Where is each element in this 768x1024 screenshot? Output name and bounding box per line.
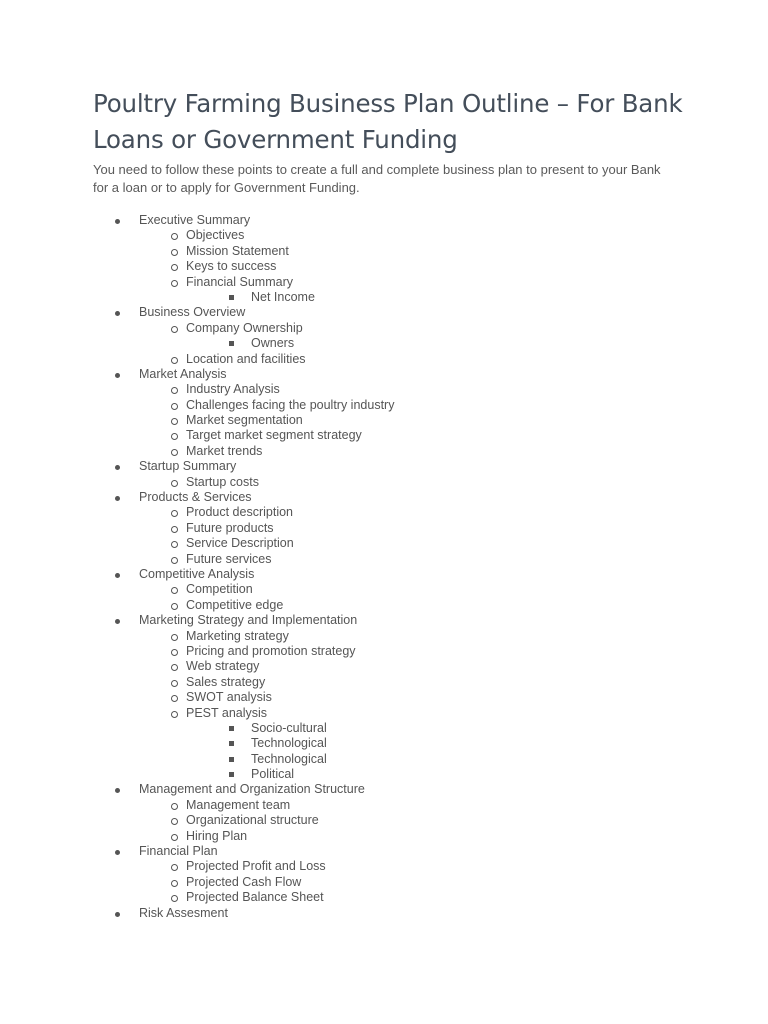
outline-item-label: Projected Balance Sheet (186, 890, 324, 905)
disc-bullet-icon (115, 619, 120, 624)
outline-item-level-2 (0, 352, 768, 367)
outline-item-label: Organizational structure (186, 813, 319, 828)
outline-item-level-2 (0, 428, 768, 443)
circle-bullet-icon (171, 387, 178, 394)
outline-item-label: Future services (186, 551, 272, 566)
outline-item-label: SWOT analysis (186, 690, 272, 705)
outline-item-label: Products & Services (139, 490, 252, 505)
outline-item-level-1 (0, 567, 768, 582)
outline-item-level-3 (0, 721, 768, 736)
outline-item-label: Competitive edge (186, 597, 284, 612)
disc-bullet-icon (115, 373, 120, 378)
outline-item-label: Sales strategy (186, 674, 266, 689)
outline-item-level-2 (0, 244, 768, 259)
outline-item-label: Mission Statement (186, 243, 289, 258)
intro-paragraph: You need to follow these points to create a full and complete business plan to present to your Bank for a loan or to apply for Government Funding. (93, 162, 661, 195)
outline-item-level-2 (0, 875, 768, 890)
outline-item-level-2 (0, 475, 768, 490)
outline-item-level-2 (0, 675, 768, 690)
outline-item-label: Company Ownership (186, 320, 303, 335)
circle-bullet-icon (171, 603, 178, 610)
circle-bullet-icon (171, 864, 178, 871)
outline-item-level-2 (0, 413, 768, 428)
outline-item-label: Market trends (186, 443, 263, 458)
circle-bullet-icon (171, 480, 178, 487)
outline-item-label: Risk Assesment (139, 905, 228, 920)
circle-bullet-icon (171, 264, 178, 271)
outline-item-label: Target market segment strategy (186, 428, 362, 443)
outline-item-label: Market segmentation (186, 413, 303, 428)
outline-item-label: Startup costs (186, 474, 259, 489)
outline-item-label: PEST analysis (186, 705, 268, 720)
outline-item-level-2 (0, 444, 768, 459)
circle-bullet-icon (171, 695, 178, 702)
circle-bullet-icon (171, 357, 178, 364)
outline-item-label: Future products (186, 520, 274, 535)
outline-item-label: Business Overview (139, 305, 246, 320)
disc-bullet-icon (115, 219, 120, 224)
outline-item-label: Challenges facing the poultry industry (186, 397, 395, 412)
outline-item-level-2 (0, 644, 768, 659)
outline-item-level-2 (0, 659, 768, 674)
outline-item-level-3 (0, 290, 768, 305)
outline-item-label: Keys to success (186, 259, 277, 274)
outline-item-level-2 (0, 259, 768, 274)
business-plan-outline (0, 213, 768, 921)
outline-item-label: Hiring Plan (186, 828, 248, 843)
page-title: Poultry Farming Business Plan Outline – For Bank Loans or Government Funding (93, 89, 683, 154)
outline-item-label: Financial Plan (139, 844, 218, 859)
outline-item-level-2 (0, 798, 768, 813)
disc-bullet-icon (115, 912, 120, 917)
outline-item-label: Technological (251, 751, 327, 766)
outline-item-level-1 (0, 459, 768, 474)
circle-bullet-icon (171, 895, 178, 902)
circle-bullet-icon (171, 880, 178, 887)
circle-bullet-icon (171, 449, 178, 456)
circle-bullet-icon (171, 249, 178, 256)
circle-bullet-icon (171, 649, 178, 656)
square-bullet-icon (229, 757, 234, 762)
square-bullet-icon (229, 341, 234, 346)
outline-item-level-2 (0, 521, 768, 536)
disc-bullet-icon (115, 465, 120, 470)
outline-item-level-2 (0, 629, 768, 644)
disc-bullet-icon (115, 496, 120, 501)
outline-item-label: Projected Profit and Loss (186, 859, 326, 874)
outline-item-level-2 (0, 706, 768, 721)
outline-item-label: Market Analysis (139, 366, 227, 381)
disc-bullet-icon (115, 850, 120, 855)
circle-bullet-icon (171, 834, 178, 841)
outline-item-label: Socio-cultural (251, 720, 327, 735)
square-bullet-icon (229, 295, 234, 300)
circle-bullet-icon (171, 510, 178, 517)
circle-bullet-icon (171, 680, 178, 687)
outline-item-level-3 (0, 736, 768, 751)
circle-bullet-icon (171, 664, 178, 671)
outline-item-level-2 (0, 398, 768, 413)
outline-item-label: Startup Summary (139, 459, 237, 474)
circle-bullet-icon (171, 326, 178, 333)
disc-bullet-icon (115, 788, 120, 793)
outline-item-label: Competitive Analysis (139, 566, 255, 581)
outline-item-level-2 (0, 382, 768, 397)
outline-item-label: Management and Organization Structure (139, 782, 365, 797)
outline-item-level-2 (0, 228, 768, 243)
outline-item-label: Industry Analysis (186, 382, 280, 397)
circle-bullet-icon (171, 541, 178, 548)
outline-item-level-1 (0, 613, 768, 628)
outline-item-label: Marketing Strategy and Implementation (139, 613, 358, 628)
outline-item-label: Objectives (186, 228, 245, 243)
outline-item-level-2 (0, 829, 768, 844)
outline-item-level-2 (0, 690, 768, 705)
outline-item-level-1 (0, 367, 768, 382)
outline-item-level-1 (0, 782, 768, 797)
circle-bullet-icon (171, 634, 178, 641)
circle-bullet-icon (171, 818, 178, 825)
outline-item-label: Owners (251, 336, 295, 351)
square-bullet-icon (229, 741, 234, 746)
outline-item-level-2 (0, 582, 768, 597)
outline-item-label: Web strategy (186, 659, 260, 674)
circle-bullet-icon (171, 433, 178, 440)
outline-item-label: Executive Summary (139, 213, 251, 227)
outline-item-label: Competition (186, 582, 253, 597)
circle-bullet-icon (171, 233, 178, 240)
square-bullet-icon (229, 772, 234, 777)
outline-item-level-1 (0, 844, 768, 859)
circle-bullet-icon (171, 280, 178, 287)
circle-bullet-icon (171, 803, 178, 810)
disc-bullet-icon (115, 573, 120, 578)
outline-item-level-2 (0, 536, 768, 551)
outline-item-label: Pricing and promotion strategy (186, 643, 356, 658)
disc-bullet-icon (115, 311, 120, 316)
outline-item-label: Service Description (186, 536, 294, 551)
circle-bullet-icon (171, 403, 178, 410)
outline-item-label: Technological (251, 736, 327, 751)
circle-bullet-icon (171, 711, 178, 718)
outline-item-level-2 (0, 552, 768, 567)
outline-item-label: Location and facilities (186, 351, 306, 366)
outline-item-label: Financial Summary (186, 274, 293, 289)
outline-item-label: Net Income (251, 289, 315, 304)
outline-item-level-2 (0, 813, 768, 828)
outline-item-level-3 (0, 767, 768, 782)
outline-item-label: Political (251, 767, 295, 782)
outline-item-level-1 (0, 906, 768, 921)
outline-item-level-1 (0, 490, 768, 505)
circle-bullet-icon (171, 418, 178, 425)
outline-item-label: Marketing strategy (186, 628, 289, 643)
outline-item-level-3 (0, 336, 768, 351)
outline-item-level-2 (0, 321, 768, 336)
outline-item-level-2 (0, 275, 768, 290)
outline-item-label: Product description (186, 505, 294, 520)
outline-item-level-1 (0, 213, 768, 228)
circle-bullet-icon (171, 557, 178, 564)
outline-item-level-2 (0, 859, 768, 874)
square-bullet-icon (229, 726, 234, 731)
outline-item-level-2 (0, 890, 768, 905)
outline-item-level-3 (0, 752, 768, 767)
outline-item-label: Management team (186, 797, 291, 812)
outline-item-level-1 (0, 305, 768, 320)
circle-bullet-icon (171, 587, 178, 594)
outline-item-label: Projected Cash Flow (186, 874, 302, 889)
outline-item-level-2 (0, 598, 768, 613)
circle-bullet-icon (171, 526, 178, 533)
outline-item-level-2 (0, 505, 768, 520)
